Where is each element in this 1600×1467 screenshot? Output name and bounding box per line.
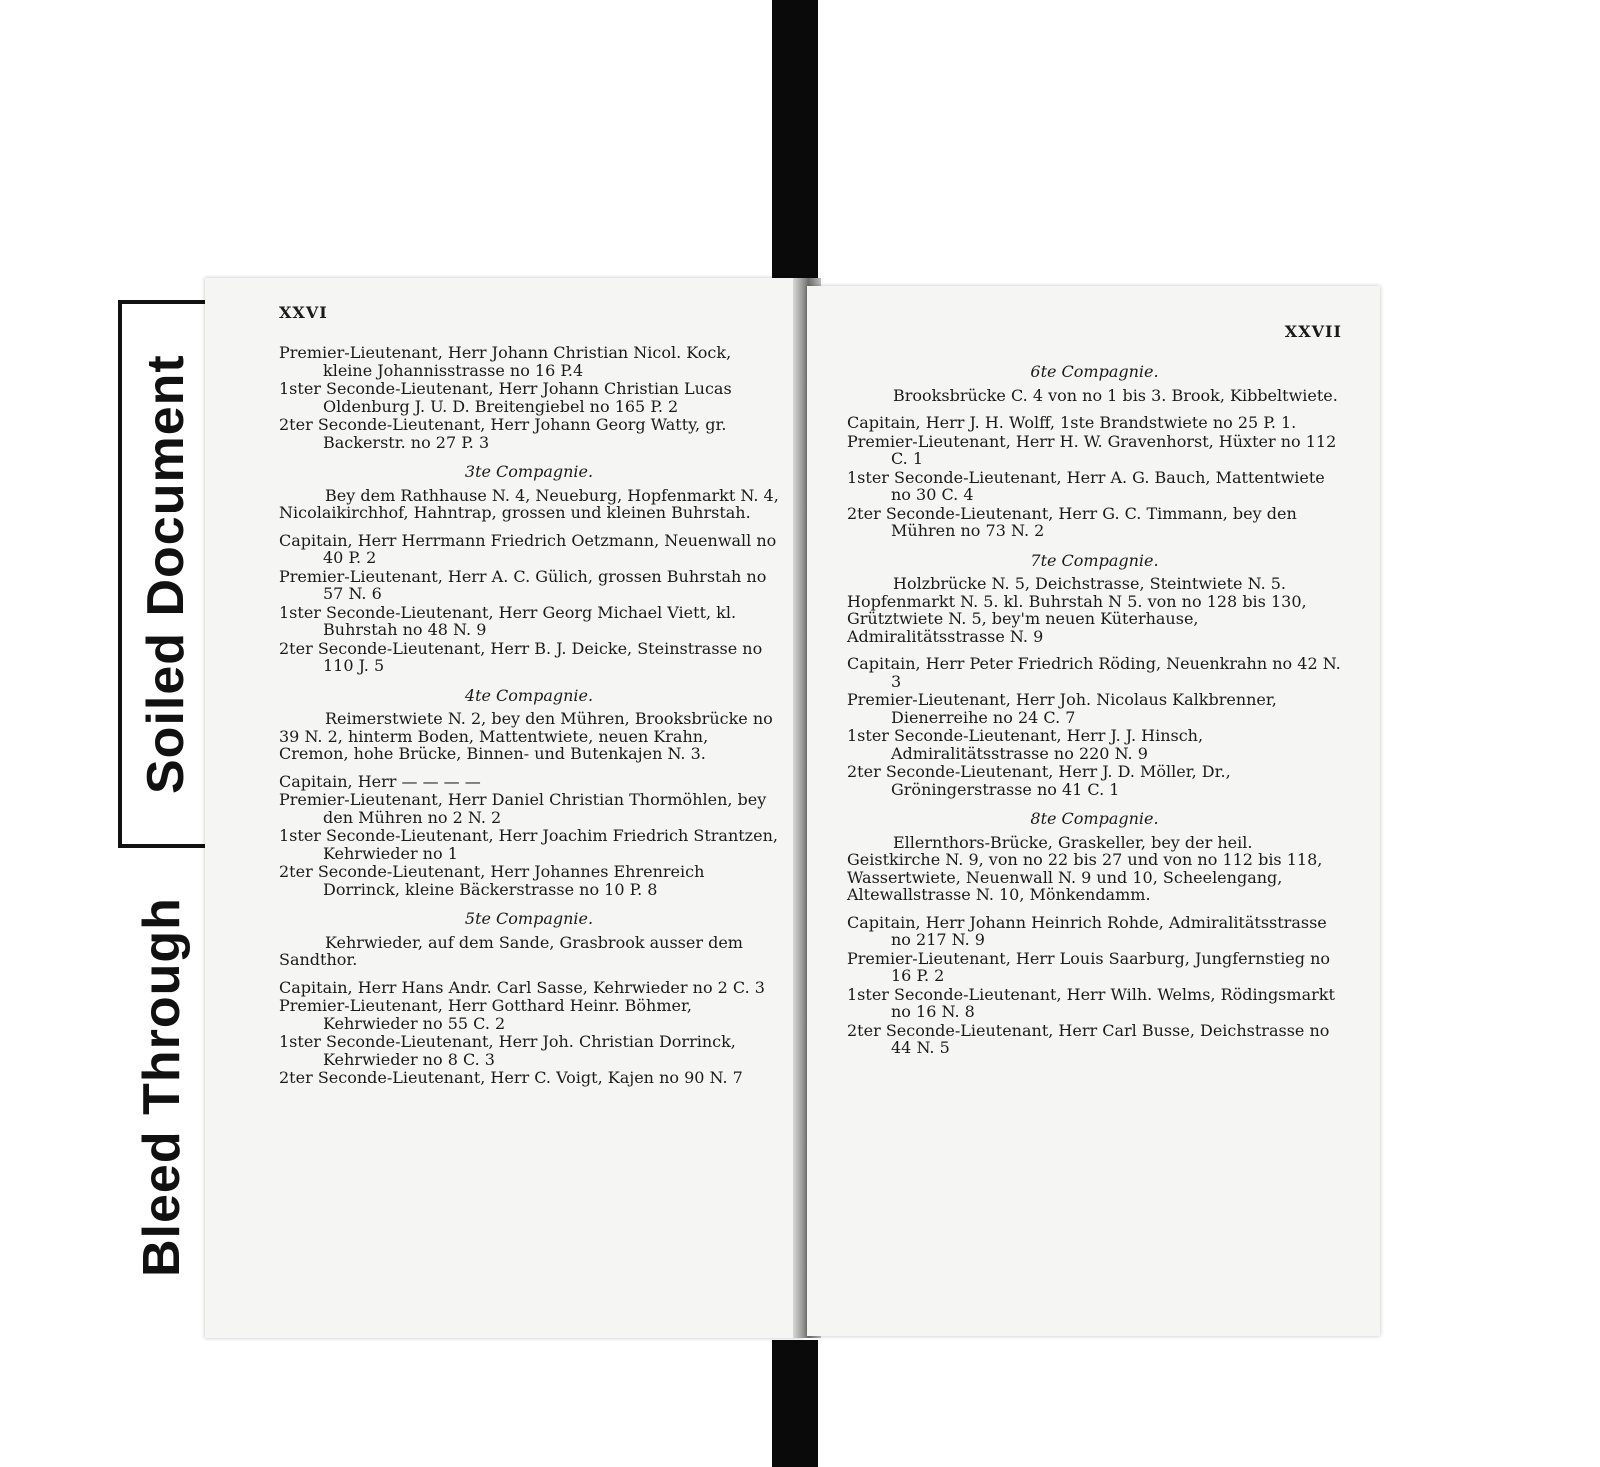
company-heading: 6te Compagnie.	[1030, 362, 1159, 381]
officer-entry: Capitain, Herr Hans Andr. Carl Sasse, Kehrwieder no 2 C. 3	[279, 977, 765, 997]
officer-entry: 2ter Seconde-Lieutenant, Herr C. Voigt, Kajen no 90 N. 7	[279, 1068, 743, 1087]
district-description: Reimerstwiete N. 2, bey den Mühren, Brooksbrücke no 39 N. 2, hinterm Boden, Mattentwiete, neuen Krahn, Cremon, hohe Brücke, Binnen- und Butenkajen N. 3.	[279, 709, 773, 763]
officer-entry: 1ster Seconde-Lieutenant, Herr Wilh. Welms, Rödingsmarkt no 16 N. 8	[847, 984, 1335, 1021]
soiled-document-label: Soiled Document	[137, 354, 195, 794]
soiled-document-stamp	[118, 300, 214, 848]
district-description: Ellernthors-Brücke, Graskeller, bey der heil. Geistkirche N. 9, von no 22 bis 27 und von no 112 bis 118, Wassertwiete, Neuenwall N. 9 und 10, Scheelengang, Altewallstrasse N. 10, Mönkendamm.	[847, 832, 1323, 904]
page-number: XXVI	[279, 303, 328, 322]
bookmark-ribbon-top	[772, 0, 818, 290]
officer-entry: 2ter Seconde-Lieutenant, Herr Johannes Ehrenreich Dorrinck, kleine Bäckerstrasse no 10 P. 8	[279, 862, 705, 899]
bleed-through-label: Bleed Through	[133, 897, 191, 1277]
officer-entry: Premier-Lieutenant, Herr Joh. Nicolaus Kalkbrenner, Dienerreihe no 24 C. 7	[847, 690, 1277, 727]
officer-entry: 1ster Seconde-Lieutenant, Herr Joachim Friedrich Strantzen, Kehrwieder no 1	[279, 826, 778, 863]
district-description: Kehrwieder, auf dem Sande, Grasbrook ausser dem Sandthor.	[279, 932, 743, 969]
officer-entry: Premier-Lieutenant, Herr Johann Christian Nicol. Kock, kleine Johannisstrasse no 16 P.4	[279, 343, 732, 380]
officer-entry: Premier-Lieutenant, Herr H. W. Gravenhorst, Hüxter no 112 C. 1	[847, 431, 1337, 468]
district-description: Brooksbrücke C. 4 von no 1 bis 3. Brook, Kibbeltwiete.	[893, 385, 1338, 405]
officer-entry: 1ster Seconde-Lieutenant, Herr Johann Christian Lucas Oldenburg J. U. D. Breitengiebel no 165 P. 2	[279, 379, 732, 416]
officer-entry: Premier-Lieutenant, Herr Daniel Christian Thormöhlen, bey den Mühren no 2 N. 2	[279, 790, 767, 827]
officer-entry: 2ter Seconde-Lieutenant, Herr G. C. Timmann, bey den Mühren no 73 N. 2	[847, 503, 1297, 540]
left-page	[205, 278, 803, 1338]
left-page-text	[279, 304, 779, 1088]
officer-entry: Capitain, Herr — — — —	[279, 771, 481, 791]
officer-entry: Capitain, Herr Herrmann Friedrich Oetzmann, Neuenwall no 40 P. 2	[279, 530, 777, 567]
officer-entry: Premier-Lieutenant, Herr Louis Saarburg, Jungfernstieg no 16 P. 2	[847, 948, 1331, 985]
officer-entry: Premier-Lieutenant, Herr Gotthard Heinr. Böhmer, Kehrwieder no 55 C. 2	[279, 996, 692, 1033]
officer-entry: 2ter Seconde-Lieutenant, Herr J. D. Möller, Dr., Gröningerstrasse no 41 C. 1	[847, 762, 1231, 799]
right-page	[807, 286, 1380, 1336]
district-description: Holzbrücke N. 5, Deichstrasse, Steintwiete N. 5. Hopfenmarkt N. 5. kl. Buhrstah N 5. von no 128 bis 130, Grütztwiete N. 5, bey'm neuen Küterhause, Admiralitätsstrasse N. 9	[847, 574, 1307, 646]
officer-entry: Premier-Lieutenant, Herr A. C. Gülich, grossen Buhrstah no 57 N. 6	[279, 566, 767, 603]
bleed-through-stamp	[118, 852, 206, 1322]
officer-entry: 1ster Seconde-Lieutenant, Herr J. J. Hinsch, Admiralitätsstrasse no 220 N. 9	[847, 726, 1204, 763]
company-heading: 7te Compagnie.	[1030, 550, 1159, 570]
officer-entry: 2ter Seconde-Lieutenant, Herr Carl Busse, Deichstrasse no 44 N. 5	[847, 1020, 1330, 1057]
officer-entry: 1ster Seconde-Lieutenant, Herr Joh. Christian Dorrinck, Kehrwieder no 8 C. 3	[279, 1032, 736, 1069]
company-heading: 4te Compagnie.	[464, 685, 594, 705]
bookmark-ribbon-bottom	[772, 1340, 818, 1467]
open-book	[205, 278, 1380, 1338]
officer-entry: 2ter Seconde-Lieutenant, Herr B. J. Deicke, Steinstrasse no 110 J. 5	[279, 638, 763, 675]
officer-entry: 1ster Seconde-Lieutenant, Herr Georg Michael Viett, kl. Buhrstah no 48 N. 9	[279, 602, 737, 639]
page-number: XXVII	[1284, 322, 1342, 341]
company-heading: 5te Compagnie.	[464, 909, 594, 928]
officer-entry: Capitain, Herr Peter Friedrich Röding, Neuenkrahn no 42 N. 3	[847, 654, 1341, 691]
company-heading: 8te Compagnie.	[1030, 809, 1159, 828]
officer-entry: 1ster Seconde-Lieutenant, Herr A. G. Bauch, Mattentwiete no 30 C. 4	[847, 467, 1325, 504]
officer-entry: Capitain, Herr Johann Heinrich Rohde, Admiralitätsstrasse no 217 N. 9	[847, 912, 1327, 949]
officer-entry: 2ter Seconde-Lieutenant, Herr Johann Georg Watty, gr. Backerstr. no 27 P. 3	[279, 415, 727, 452]
officer-entry: Capitain, Herr J. H. Wolff, 1ste Brandstwiete no 25 P. 1.	[847, 413, 1297, 432]
district-description: Bey dem Rathhause N. 4, Neueburg, Hopfenmarkt N. 4, Nicolaikirchhof, Hahntrap, grossen und kleinen Buhrstah.	[279, 485, 779, 522]
company-heading: 3te Compagnie.	[464, 462, 594, 481]
right-page-text	[847, 323, 1342, 1058]
